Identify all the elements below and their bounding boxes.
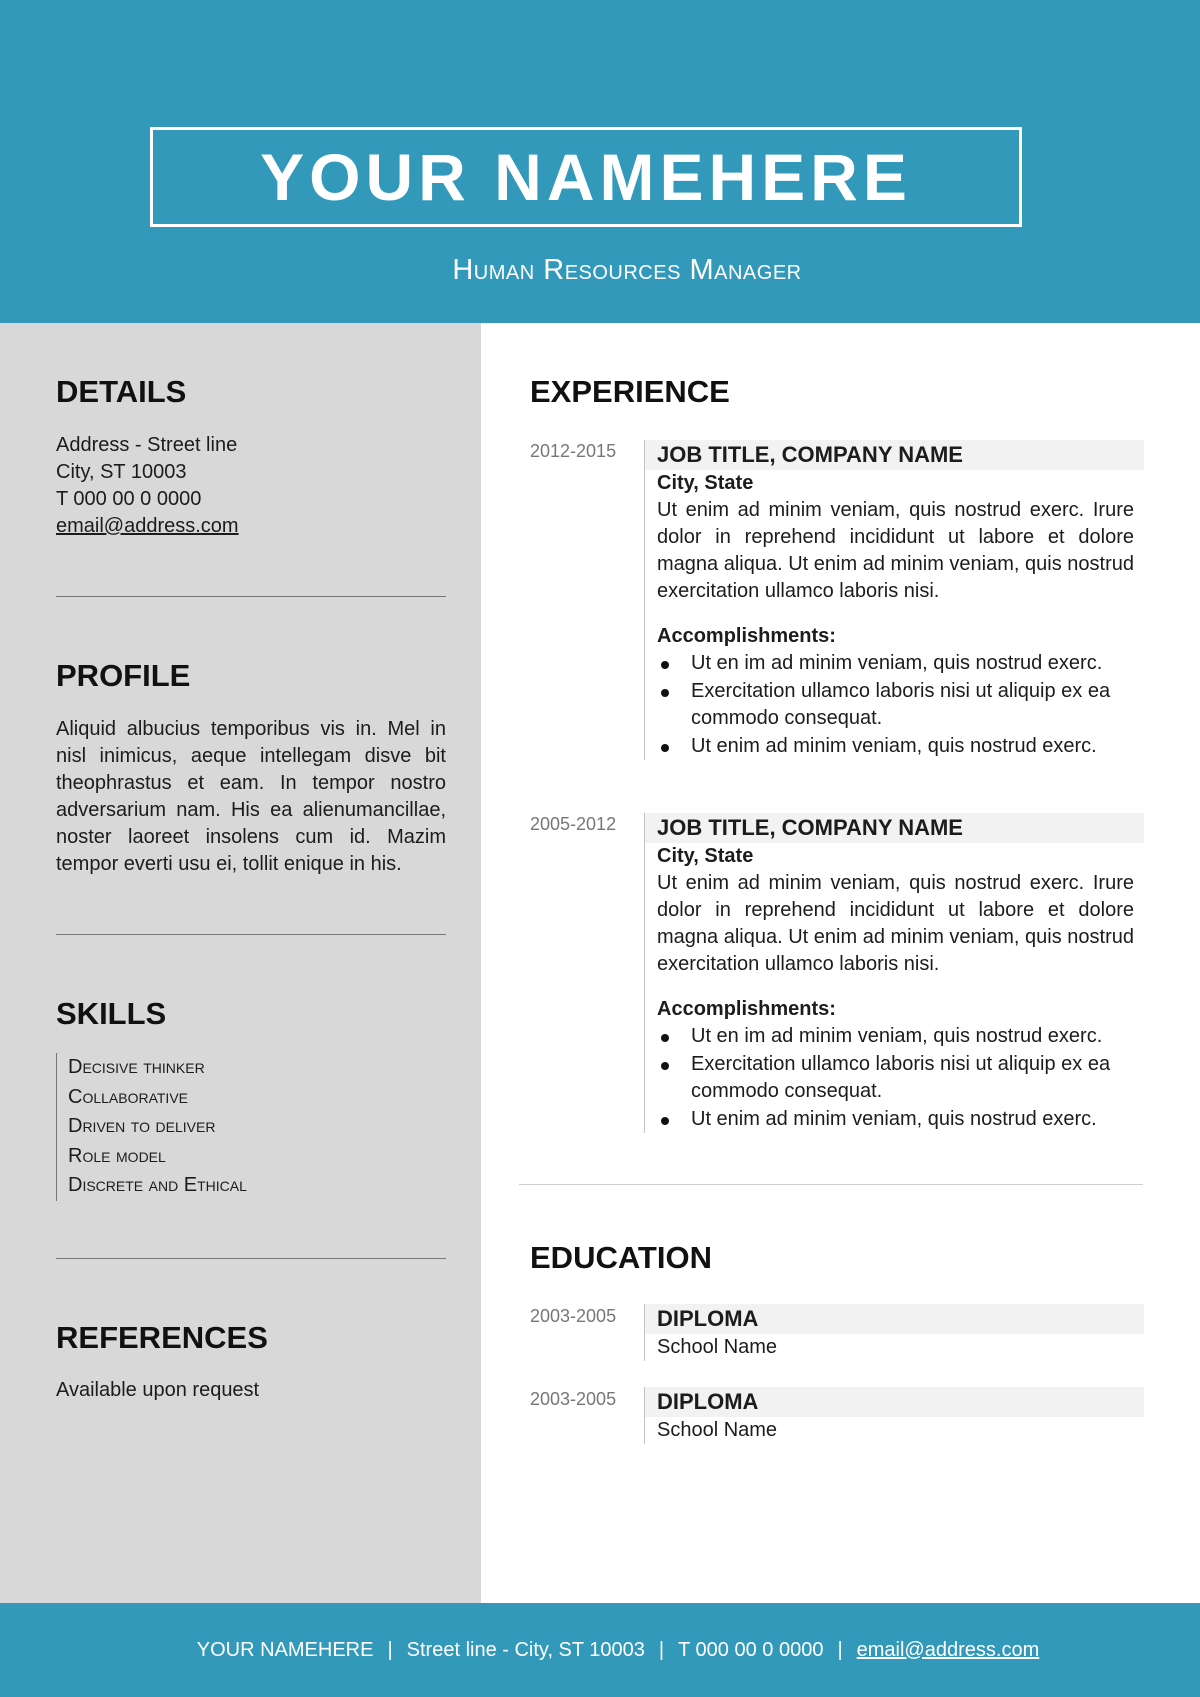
header-banner: [0, 0, 1200, 323]
education-degree: DIPLOMA: [645, 1387, 1144, 1417]
divider: [519, 1184, 1143, 1185]
education-school: School Name: [657, 1336, 778, 1358]
skill-item: Collaborative: [68, 1085, 188, 1108]
references-text: Available upon request: [56, 1379, 260, 1401]
references-heading: REFERENCES: [56, 1320, 268, 1355]
footer-address: Street line - City, ST 10003: [406, 1638, 645, 1661]
footer-separator: |: [387, 1638, 393, 1661]
name-title: YOUR NAMEHERE: [150, 127, 1022, 227]
divider: [56, 596, 446, 597]
experience-job-title: JOB TITLE, COMPANY NAME: [645, 440, 1144, 470]
education-heading: EDUCATION: [530, 1240, 712, 1275]
accomplishments-list: [657, 650, 1134, 760]
education-school: School Name: [657, 1419, 778, 1441]
skills-list: [56, 1053, 247, 1201]
accomplishments-heading: Accomplishments:: [657, 625, 836, 647]
details-heading: DETAILS: [56, 374, 187, 409]
education-entry: [644, 1387, 1144, 1444]
education-dates: 2003-2005: [530, 1389, 617, 1409]
experience-description: Ut enim ad minim veniam, quis nostrud exerc. Irure dolor in reprehend incididunt ut labore et dolore magna aliqua. Ut enim ad minim veniam, quis nostrud exercitation ullamco laboris nisi.: [657, 499, 1134, 602]
footer-name: YOUR NAMEHERE: [196, 1638, 374, 1661]
accomplishment-item: Ut enim ad minim veniam, quis nostrud exerc.: [657, 1106, 1134, 1134]
skill-item: Discrete and Ethical: [68, 1174, 247, 1196]
details-city: City, ST 10003: [56, 461, 187, 483]
details-email-link[interactable]: email@address.com: [56, 515, 239, 537]
experience-heading: EXPERIENCE: [530, 374, 730, 409]
accomplishment-item: Ut en im ad minim veniam, quis nostrud exerc.: [657, 650, 1134, 678]
experience-entry: [644, 440, 1144, 760]
experience-dates: 2005-2012: [530, 814, 617, 834]
education-dates: 2003-2005: [530, 1306, 617, 1326]
profile-heading: PROFILE: [56, 658, 191, 693]
accomplishment-item: Exercitation ullamco laboris nisi ut aliquip ex ea commodo consequat.: [657, 678, 1134, 733]
experience-job-title: JOB TITLE, COMPANY NAME: [645, 813, 1144, 843]
profile-text: Aliquid albucius temporibus vis in. Mel in nisl inimicus, aeque intellegam disve bit theophrastus et eam. In tempor nostro adversarium nam. His ea alienumancillae, noster laoreet insolens cum id. Mazim tempor everti usu ei, tollit enique in his.: [56, 718, 446, 875]
footer-email-link[interactable]: email@address.com: [856, 1638, 1040, 1661]
accomplishment-item: Ut en im ad minim veniam, quis nostrud exerc.: [657, 1023, 1134, 1051]
job-title: Human Resources Manager: [452, 254, 802, 286]
accomplishments-heading: Accomplishments:: [657, 998, 836, 1020]
skills-heading: SKILLS: [56, 996, 167, 1031]
experience-description: Ut enim ad minim veniam, quis nostrud exerc. Irure dolor in reprehend incididunt ut labore et dolore magna aliqua. Ut enim ad minim veniam, quis nostrud exercitation ullamco laboris nisi.: [657, 872, 1134, 975]
footer-separator: |: [658, 1638, 665, 1661]
details-phone: T 000 00 0 0000: [56, 488, 202, 510]
skill-item: Decisive thinker: [68, 1056, 205, 1078]
footer-phone: T 000 00 0 0000: [678, 1638, 824, 1661]
details-address: Address - Street line: [56, 434, 238, 456]
skill-item: Role model: [68, 1144, 166, 1167]
experience-dates: 2012-2015: [530, 441, 617, 461]
divider: [56, 1258, 446, 1259]
experience-location: City, State: [657, 472, 754, 494]
accomplishment-item: Exercitation ullamco laboris nisi ut aliquip ex ea commodo consequat.: [657, 1051, 1134, 1106]
accomplishments-list: [657, 1023, 1134, 1133]
experience-entry: [644, 813, 1144, 1133]
accomplishment-item: Ut enim ad minim veniam, quis nostrud exerc.: [657, 733, 1134, 761]
divider: [56, 934, 446, 935]
skill-item: Driven to deliver: [68, 1115, 216, 1137]
footer-bar: [0, 1603, 1200, 1697]
education-entry: [644, 1304, 1144, 1361]
experience-location: City, State: [657, 845, 754, 867]
footer-separator: |: [837, 1638, 843, 1661]
details-block: [56, 432, 239, 540]
education-degree: DIPLOMA: [645, 1304, 1144, 1334]
